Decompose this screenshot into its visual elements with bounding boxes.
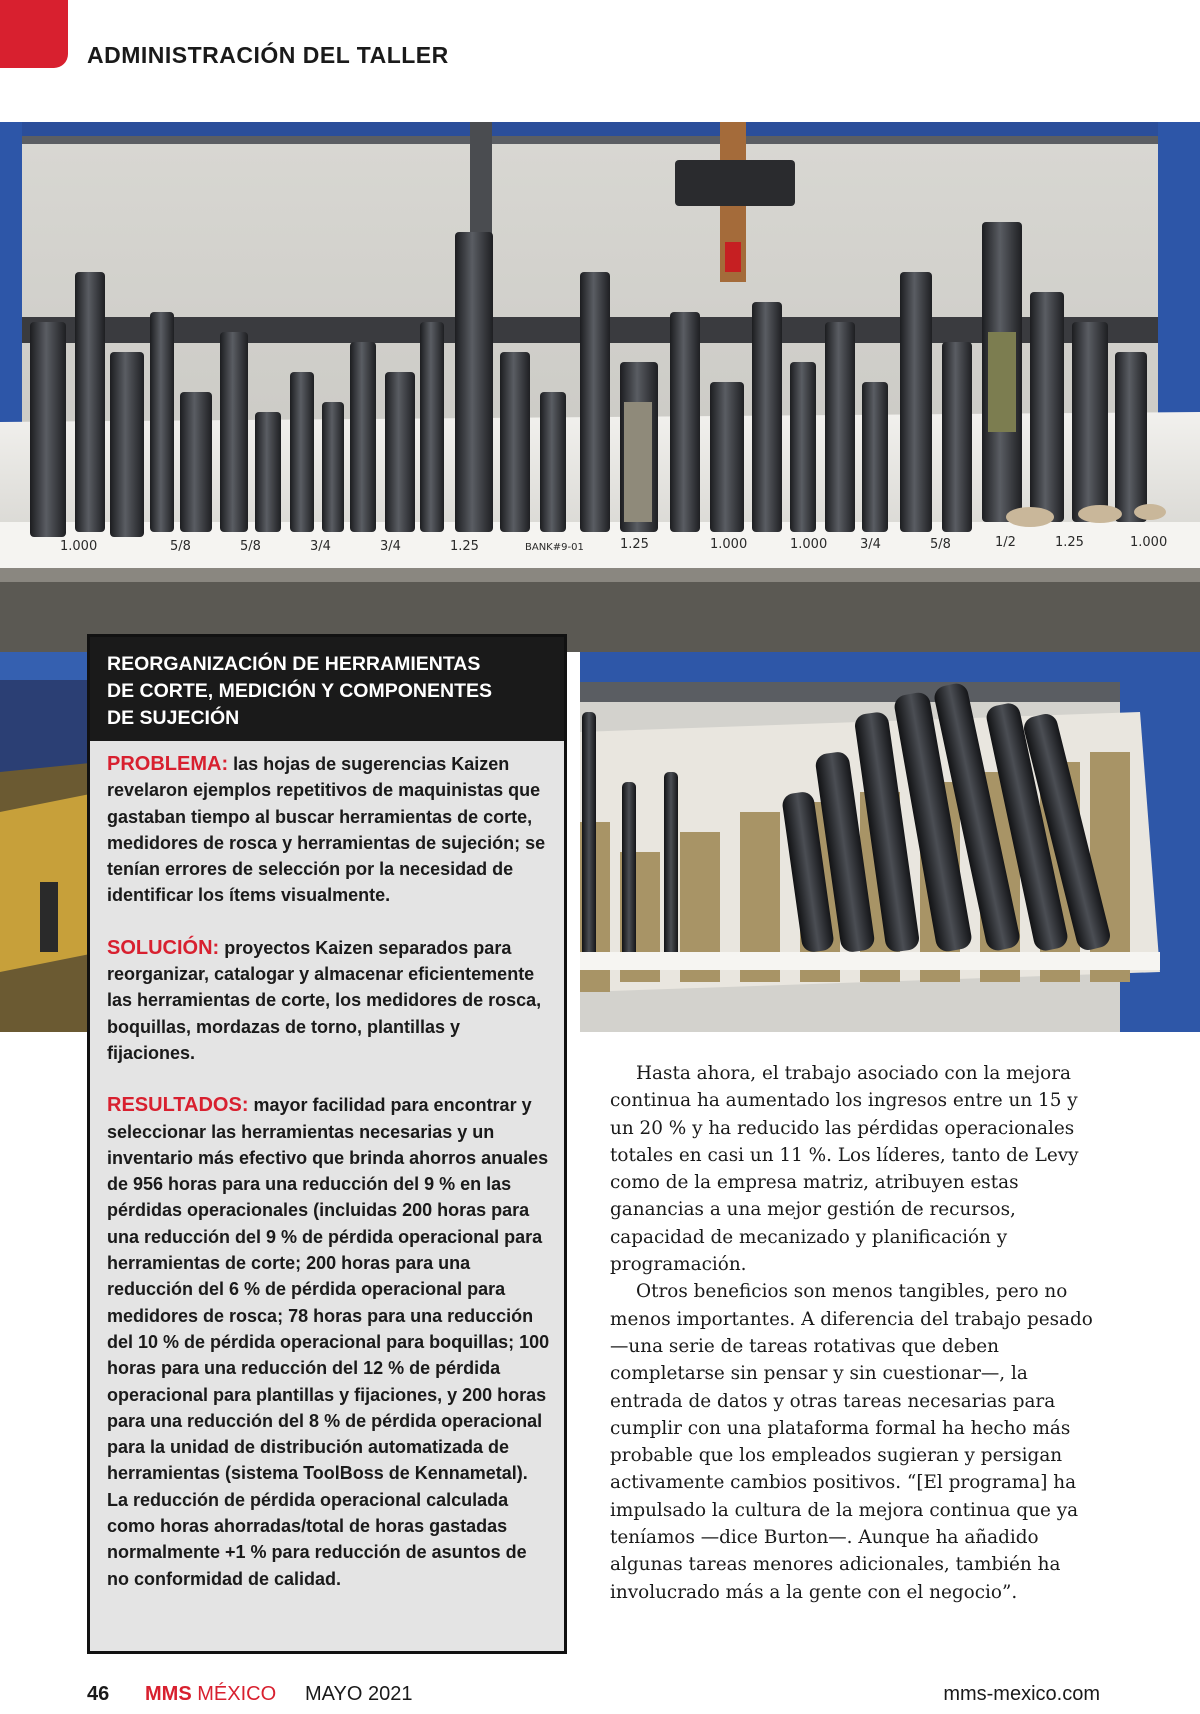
shelf-label: 1.000 (710, 537, 748, 552)
kaizen-sidebar-box (87, 634, 567, 1654)
results-label: RESULTADOS: (107, 1094, 249, 1117)
results-text: mayor facilidad para encontrar y seleccionar las herramientas necesarias y un inventario más efectivo que brinda ahorros anuales de 956 horas para una reducción del 9 % en las pérdidas operacionales (incluidas 200 horas para una reducción del 9 % de pérdida operacional para herramientas de corte; 200 horas para una reducción del 6 % de pérdida operacional para medidores de rosca; 78 horas para una reducción del 10 % de pérdida operacional para boquillas; 100 horas para una reducción del 12 % de pérdida operacional para plantillas y fijaciones, y 200 horas para una reducción del 8 % de pérdida operacional para la unidad de distribución automatizada de herramientas (sistema ToolBoss de Kennametal). La reducción de pérdida operacional calculada como horas ahorradas/total de horas gastadas normalmente +1 % para reducción de asuntos de no conformidad de calidad. (107, 1095, 550, 1589)
shelf-label: 5/8 (240, 539, 261, 554)
solution-text: proyectos Kaizen separados para reorganizar, catalogar y almacenar eficientemente las herramientas de corte, los medidores de rosca, boquillas, mordazas de torno, plantillas y fijaciones. (107, 937, 542, 1063)
magazine-brand (145, 1683, 276, 1706)
brand-rest: MÉXICO (191, 1683, 277, 1705)
article-paragraph: Hasta ahora, el trabajo asociado con la mejora continua ha aumentado los ingresos entre un 15 y un 20 % y ha reducido las pérdidas operacionales totales en casi un 11 %. Los líderes, tanto de Levy como de la empresa matriz, atribuyen estas ganancias a una mejor gestión de recursos, capacidad de mecanizado y planificación y programación. (610, 1063, 1079, 1276)
shelf-label: 1.000 (1130, 535, 1168, 550)
shelf-label: BANK#9-01 (525, 542, 584, 553)
solution-paragraph (107, 935, 550, 1066)
shelf-label: 1.25 (1055, 535, 1084, 550)
tool-tray-photo (580, 652, 1200, 1032)
left-photo-strip (0, 652, 100, 1032)
brand-bold: MMS (145, 1683, 192, 1705)
shelf-label: 3/4 (380, 539, 401, 554)
issue-date: MAYO 2021 (305, 1683, 413, 1705)
sidebar-title: REORGANIZACIÓN DE HERRAMIENTAS DE CORTE, MEDICIÓN Y COMPONENTES DE SUJECIÓN (107, 653, 492, 729)
sidebar-header (90, 637, 564, 741)
shelf-label: 1.25 (450, 539, 479, 554)
shelf-label: 1.25 (620, 537, 649, 552)
results-paragraph (107, 1092, 550, 1592)
article-body (610, 1060, 1100, 1606)
section-header: ADMINISTRACIÓN DEL TALLER (87, 42, 449, 68)
shelf-label: 1/2 (995, 535, 1016, 550)
shelf-label: 5/8 (170, 539, 191, 554)
shelf-label: 1.000 (790, 537, 828, 552)
solution-label: SOLUCIÓN: (107, 936, 220, 959)
problem-paragraph (107, 751, 550, 909)
website-link[interactable]: mms-mexico.com (943, 1683, 1100, 1705)
page-number: 46 (87, 1683, 110, 1705)
shelf-label: 3/4 (860, 537, 881, 552)
page-footer (87, 1683, 1100, 1713)
shelf-label: 1.000 (60, 539, 98, 554)
shelf-label: 5/8 (930, 537, 951, 552)
shelf-label: 3/4 (310, 539, 331, 554)
sidebar-body (90, 741, 564, 1592)
section-color-tab (0, 0, 68, 68)
article-paragraph: Otros beneficios son menos tangibles, pero no menos importantes. A diferencia del trabajo pesado —una serie de tareas rotativas que deben completarse sin pensar y sin cuestionar—, la entrada de datos y otras tareas necesarias para cumplir con una plataforma formal ha hecho más probable que los empleados sugieran y persigan activamente cambios positivos. “[El programa] ha impulsado la cultura de la mejora continua que ya teníamos —dice Burton—. Aunque ha añadido algunas tareas menores adicionales, también ha involucrado más a la gente con el negocio”. (610, 1281, 1093, 1603)
problem-label: PROBLEMA: (107, 753, 229, 775)
problem-text: las hojas de sugerencias Kaizen revelaron ejemplos repetitivos de maquinistas que gastaban tiempo al buscar herramientas de corte, medidores de rosca y herramientas de sujeción; se tenían errores de selección por la necesidad de identificar los ítems visualmente. (107, 754, 546, 906)
tool-rack-photo (0, 122, 1200, 652)
